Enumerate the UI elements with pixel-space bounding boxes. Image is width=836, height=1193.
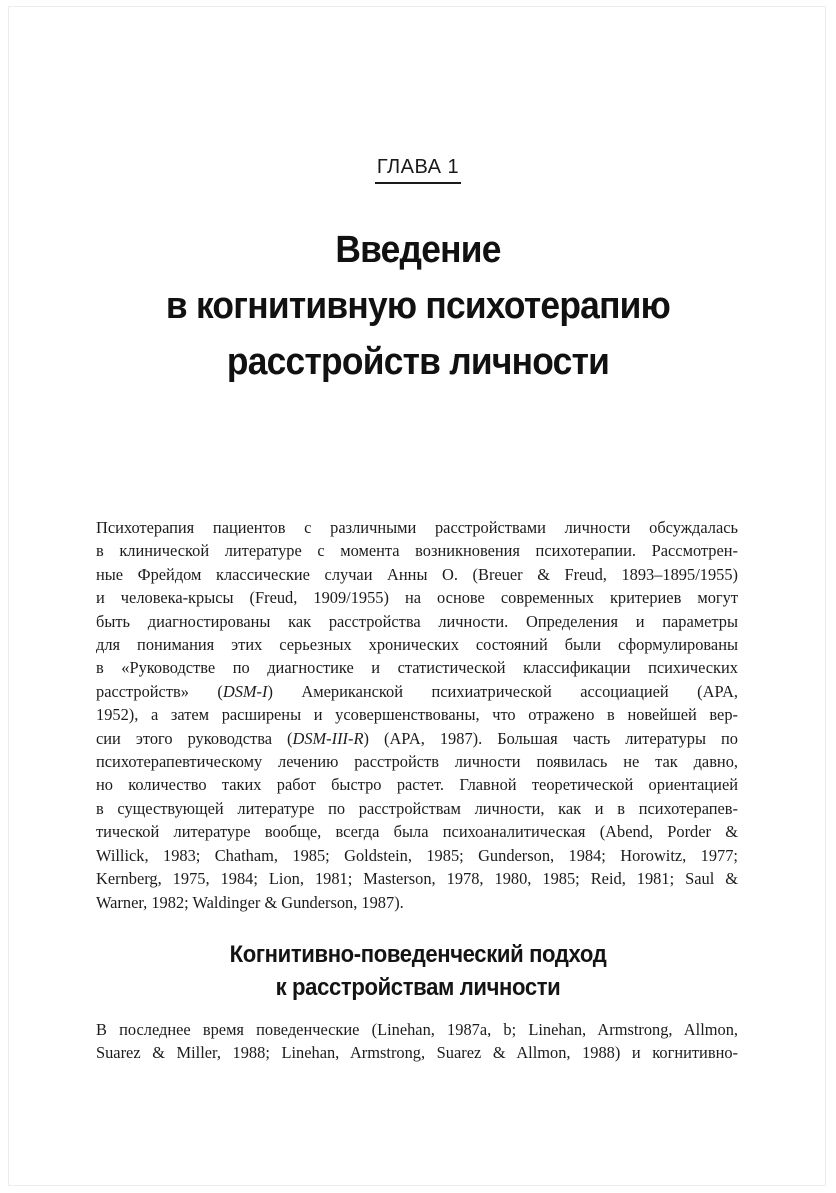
section-heading xyxy=(33,938,802,1004)
paragraph-line: Kernberg, 1975, 1984; Lion, 1981; Masterson, 1978, 1980, 1985; Reid, 1981; Saul & xyxy=(96,869,738,889)
paragraph-line: Suarez & Miller, 1988; Linehan, Armstrong, Suarez & Allmon, 1988) и когнитивно- xyxy=(96,1043,738,1063)
chapter-label xyxy=(0,156,836,184)
chapter-title-line: в когнитивную психотерапию xyxy=(165,285,671,327)
paragraph-line: в клинической литературе с момента возникновения психотерапии. Рассмотрен- xyxy=(96,541,738,561)
paragraph-line: сии этого руководства (DSM-III-R) (APA, 1987). Большая часть литературы по xyxy=(96,728,738,748)
paragraph-line: но количество таких работ быстро растет. Главной теоретической ориентацией xyxy=(96,775,738,795)
paragraph-line: в «Руководстве по диагностике и статистической классификации психических xyxy=(96,658,738,678)
intro-paragraph xyxy=(96,516,738,914)
paragraph-line: Психотерапия пациентов с различными расстройствами личности обсуждалась xyxy=(96,518,738,537)
section-heading-line: к расстройствам личности xyxy=(275,974,561,1001)
paragraph-line: тической литературе вообще, всегда была психоаналитическая (Abend, Porder & xyxy=(96,822,738,842)
paragraph-line: Willick, 1983; Chatham, 1985; Goldstein, 1985; Gunderson, 1984; Horowitz, 1977; xyxy=(96,845,738,865)
section-paragraph xyxy=(96,1018,738,1065)
paragraph-line: В последнее время поведенческие (Linehan, 1987a, b; Linehan, Armstrong, Allmon, xyxy=(96,1020,738,1039)
paragraph-line: 1952), а затем расширены и усовершенствованы, что отражено в новейшей вер- xyxy=(96,705,738,725)
section-heading-line: Когнитивно-поведенческий подход xyxy=(229,941,607,968)
paragraph-line: для понимания этих серьезных хронических состояний были сформулированы xyxy=(96,635,738,655)
paragraph-line: в существующей литературе по расстройствам личности, как и в психотерапев- xyxy=(96,798,738,818)
paragraph-line: и человека-крысы (Freud, 1909/1955) на основе современных критериев могут xyxy=(96,588,738,608)
dsm-abbreviation: DSM-I xyxy=(222,681,268,701)
dsm-abbreviation: DSM-III-R xyxy=(292,728,364,748)
chapter-title xyxy=(29,222,806,390)
chapter-label-text: ГЛАВА 1 xyxy=(375,156,461,184)
chapter-title-line: Введение xyxy=(335,229,501,271)
paragraph-line: психотерапевтическому лечению расстройств личности появилась не так давно, xyxy=(96,752,738,772)
chapter-title-line: расстройств личности xyxy=(226,341,610,383)
paragraph-line: быть диагностированы как расстройства личности. Определения и параметры xyxy=(96,611,738,631)
paragraph-line: ные Фрейдом классические случаи Анны О. (Breuer & Freud, 1893–1895/1955) xyxy=(96,564,738,584)
paragraph-line: Warner, 1982; Waldinger & Gunderson, 1987). xyxy=(96,892,404,912)
paragraph-line: расстройств» (DSM-I) Американской психиатрической ассоциацией (APA, xyxy=(96,681,738,701)
